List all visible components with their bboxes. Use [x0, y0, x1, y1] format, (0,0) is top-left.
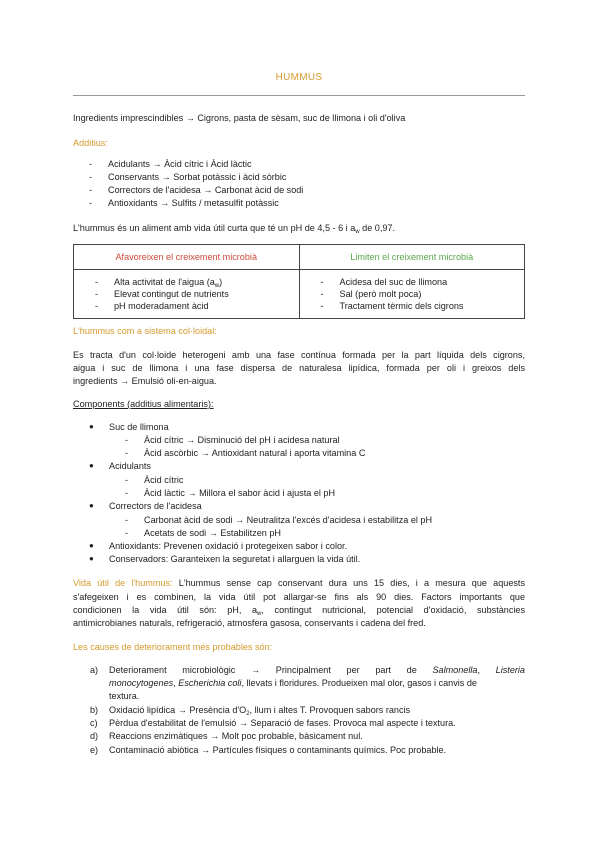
additiu-item: - Antioxidants → Sulfits / metasulfit potàssic: [89, 198, 279, 208]
shelf-life-sentence: L'hummus és un aliment amb vida útil curta que té un pH de 4,5 - 6 i $a_w$ de 0,97.: [73, 223, 396, 235]
cause-item: a) Deteriorament microbiològic → Principalment per part de Salmonella, Listeria: [90, 665, 525, 675]
table-cell-limit: [299, 270, 525, 319]
components-heading: Components (additius alimentaris):: [73, 399, 214, 409]
cause-item: b) Oxidació lipídica → Presència $d'O_2$, llum i altes T. Provoquen sabors rancis: [90, 705, 411, 717]
cause-item: e) Contaminació abiòtica → Partícules físiques o contaminants químics. Poc probable.: [90, 745, 447, 755]
cause-line: monocytogenes, Escherichia coli, llevats i floridures. Produeixen mal olor, gasos i canvis de: [109, 678, 477, 688]
component-subitem: - Àcid làctic → Millora el sabor àcid i ajusta el pH: [125, 488, 336, 498]
ingredients-line: Ingredients imprescindibles → Cigrons, pasta de sèsam, suc de llimona i oli d'oliva: [73, 113, 406, 123]
component-subitem: - Àcid cítric → Disminució del pH i acidesa natural: [125, 435, 340, 445]
vida-util-line: Vida útil de l'hummus: L'hummus sense cap conservant dura uns 15 dies, i a mesura que aquests: [73, 578, 525, 588]
component-item: ● Antioxidants: Prevenen oxidació i protegeixen sabor i color.: [89, 541, 348, 551]
vida-util-line: antimicrobianes naturals, refrigeració, atmosfera gasosa, conservants i cadena del fred.: [73, 618, 426, 628]
list-item: - Tractament tèrmic dels cigrons: [320, 301, 464, 311]
additiu-item: - Conservants → Sorbat potàssic i àcid sòrbic: [89, 172, 287, 182]
title-divider: [73, 95, 525, 96]
list-item: - Elevat contingut de nutrients: [95, 289, 229, 299]
component-subitem: - Carbonat àcid de sodi → Neutralitza l'excés d'acidesa i estabilitza el pH: [125, 515, 433, 525]
cause-item: d) Reaccions enzimàtiques → Molt poc probable, bàsicament nul.: [90, 731, 363, 741]
additiu-item: - Correctors de l'acidesa → Carbonat àcid de sodi: [89, 185, 304, 195]
list-item: - Acidesa del suc de llimona: [320, 277, 448, 287]
cause-line: textura.: [109, 691, 140, 701]
colloid-paragraph-line: aigua i suc de llimona i una fase dispersa de naturalesa lipídica, formada per oli i greixos dels: [73, 363, 525, 373]
additiu-item: - Acidulants → Àcid cítric i Àcid làctic: [89, 159, 252, 169]
component-item: ● Conservadors: Garanteixen la seguretat i allarguen la vida útil.: [89, 554, 361, 564]
cause-item: c) Pèrdua d'estabilitat de l'emulsió → Separació de fases. Provoca mal aspecte i textura.: [90, 718, 456, 728]
component-subitem: - Àcid ascòrbic → Antioxidant natural i aporta vitamina C: [125, 448, 366, 458]
vida-util-line: s'afegeixen i es combinen, la vida útil pot allargar-se fins als 90 dies. Factors importants que: [73, 592, 525, 602]
cause-line: Deteriorament microbiològic → Principalment per part de Salmonella, Listeria: [109, 665, 525, 675]
causes-heading: Les causes de deteriorament més probables són:: [73, 642, 273, 652]
colloid-heading: L'hummus com a sistema col·loidal:: [73, 326, 217, 336]
component-subitem: - Àcid cítric: [125, 475, 184, 485]
colloid-paragraph-line: ingredients → Emulsió oli-en-aigua.: [73, 376, 217, 386]
document-title: HUMMUS: [275, 72, 323, 83]
table-header-limit: Limiten el creixement microbià: [299, 245, 525, 270]
list-item: - Sal (però molt poca): [320, 289, 422, 299]
component-item: ● Acidulants: [89, 461, 151, 471]
table-cell-favor: [74, 270, 300, 319]
table-header-favor: Afavoreixen el creixement microbià: [74, 245, 300, 270]
list-item: - pH moderadament àcid: [95, 301, 209, 311]
additius-heading: Additius:: [73, 138, 108, 148]
component-item: ● Suc de llimona: [89, 422, 169, 432]
list-item: - Alta activitat de l'aigua $(a_w)$: [95, 277, 223, 289]
growth-factors-table: [73, 244, 525, 319]
colloid-paragraph-line: Es tracta d'un col·loide heterogeni amb una fase contínua formada per la part líquida dels cigrons,: [73, 350, 525, 360]
component-item: ● Correctors de l'acidesa: [89, 501, 202, 511]
vida-util-line: condicionen la vida útil són: pH, $a_w$, contingut nutricional, potencial d'oxidació, substàncies: [73, 605, 526, 617]
component-subitem: - Acetats de sodi → Estabilitzen pH: [125, 528, 281, 538]
